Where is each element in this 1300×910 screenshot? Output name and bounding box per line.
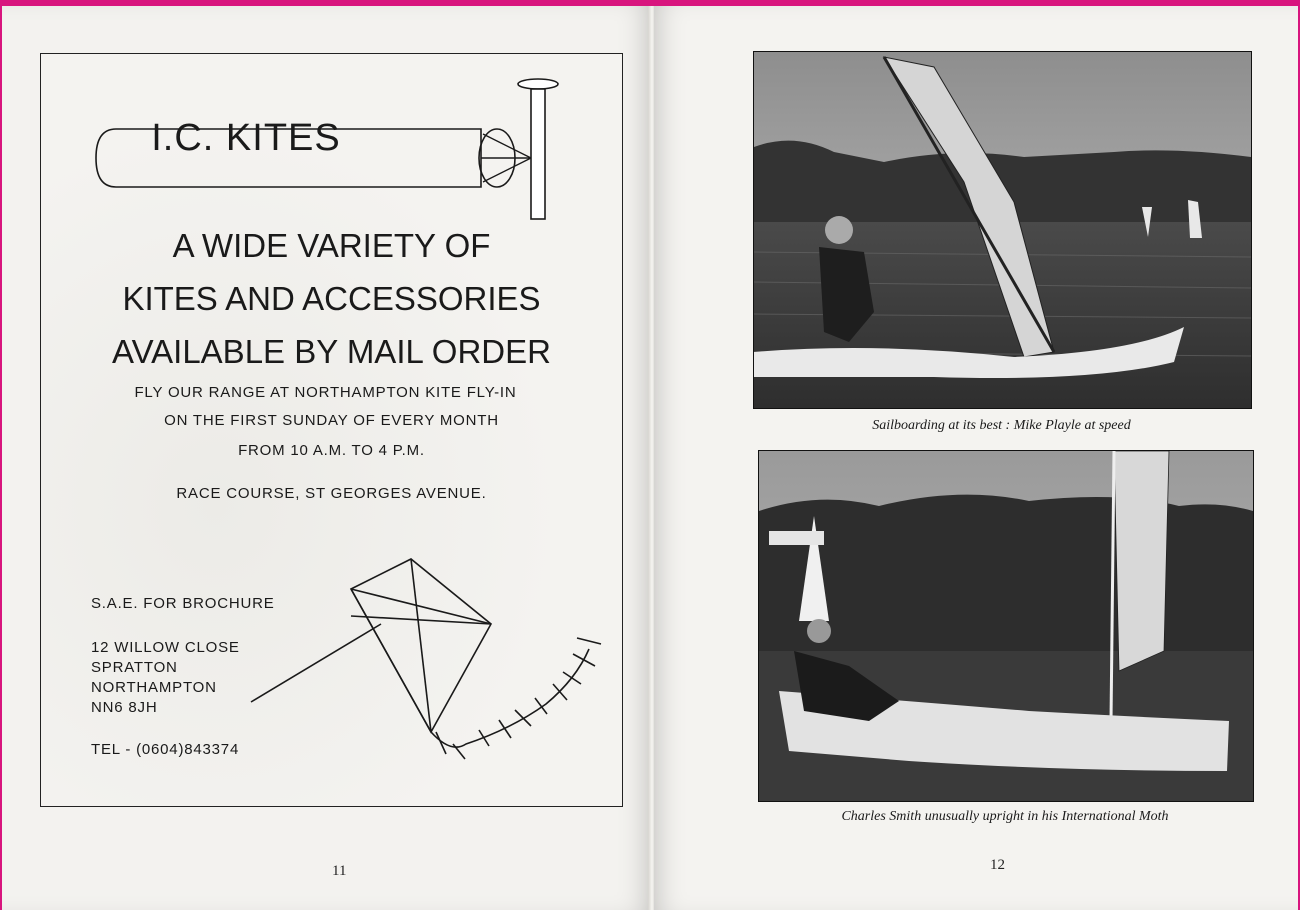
- address-line: 12 WILLOW CLOSE: [91, 639, 240, 656]
- advertisement: [40, 53, 623, 807]
- photo-caption: Charles Smith unusually upright in his International Moth: [841, 809, 1169, 824]
- address-line: NORTHAMPTON: [91, 679, 217, 696]
- headline-line: A WIDE VARIETY OF: [172, 227, 491, 264]
- brochure-note: S.A.E. FOR BROCHURE: [91, 595, 275, 612]
- photo-moth: [758, 450, 1254, 802]
- right-page: [654, 6, 1298, 910]
- photo-sailboarder: [753, 51, 1252, 409]
- kite-icon: [241, 554, 621, 794]
- brand-name: I.C. KITES: [151, 117, 341, 159]
- address-line: SPRATTON: [91, 659, 178, 676]
- left-page: [2, 6, 650, 910]
- info-line: FROM 10 A.M. TO 4 P.M.: [238, 442, 425, 459]
- photo-caption: Sailboarding at its best : Mike Playle at speed: [872, 418, 1131, 433]
- page-number: 11: [332, 863, 347, 879]
- headline-line: AVAILABLE BY MAIL ORDER: [112, 333, 551, 370]
- page-number: 12: [990, 857, 1005, 873]
- address-line: NN6 8JH: [91, 699, 158, 716]
- headline-line: KITES AND ACCESSORIES: [122, 280, 541, 317]
- telephone: TEL - (0604)843374: [91, 741, 240, 758]
- info-line: ON THE FIRST SUNDAY OF EVERY MONTH: [164, 412, 499, 429]
- info-line: FLY OUR RANGE AT NORTHAMPTON KITE FLY-IN: [134, 384, 517, 401]
- venue: RACE COURSE, ST GEORGES AVENUE.: [176, 485, 487, 502]
- book-spread: [2, 6, 1298, 910]
